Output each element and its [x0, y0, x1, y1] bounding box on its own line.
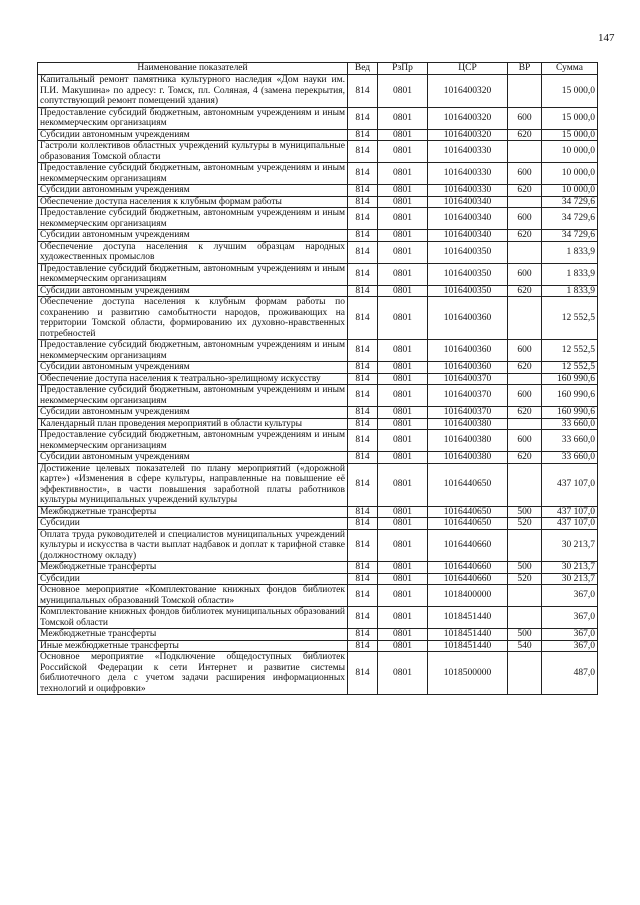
- row-csr-cell: 1016400350: [428, 285, 508, 297]
- row-vr-cell: 500: [508, 506, 542, 518]
- table-row: [38, 652, 598, 695]
- row-csr-cell: 1018400000: [428, 585, 508, 607]
- row-sum-cell: 367,0: [542, 607, 598, 629]
- table-row: [38, 430, 598, 452]
- row-rzpr-cell: 0801: [378, 629, 428, 641]
- row-vr-cell: 620: [508, 452, 542, 464]
- row-csr-cell: 1016400320: [428, 107, 508, 129]
- table-row: [38, 607, 598, 629]
- row-rzpr-cell: 0801: [378, 506, 428, 518]
- row-sum-cell: 34 729,6: [542, 230, 598, 242]
- row-sum-cell: 160 990,6: [542, 373, 598, 385]
- row-name-cell: Предоставление субсидий бюджетным, автономным учреждениям и иным некоммерческим организациям: [38, 385, 348, 407]
- row-csr-cell: 1016400320: [428, 75, 508, 108]
- row-vr-cell: 600: [508, 385, 542, 407]
- row-csr-cell: 1016400340: [428, 208, 508, 230]
- table-row: [38, 640, 598, 652]
- row-ved-cell: 814: [348, 107, 378, 129]
- row-name-cell: Обеспечение доступа населения к клубным формам работы по сохранению и развитию самобытности народов, проживающих на территории Томской области, формированию их духовно-нравственных потребностей: [38, 297, 348, 340]
- row-name-cell: Субсидии автономным учреждениям: [38, 185, 348, 197]
- row-vr-cell: 540: [508, 640, 542, 652]
- table-row: [38, 241, 598, 263]
- table-row: [38, 196, 598, 208]
- row-rzpr-cell: 0801: [378, 407, 428, 419]
- row-name-cell: Предоставление субсидий бюджетным, автономным учреждениям и иным некоммерческим организациям: [38, 263, 348, 285]
- row-name-cell: Субсидии: [38, 573, 348, 585]
- row-rzpr-cell: 0801: [378, 385, 428, 407]
- row-ved-cell: 814: [348, 652, 378, 695]
- table-row: [38, 373, 598, 385]
- table-row: [38, 208, 598, 230]
- row-sum-cell: 15 000,0: [542, 75, 598, 108]
- row-rzpr-cell: 0801: [378, 562, 428, 574]
- row-csr-cell: 1018451440: [428, 607, 508, 629]
- row-vr-cell: 620: [508, 230, 542, 242]
- row-vr-cell: [508, 529, 542, 562]
- row-csr-cell: 1018451440: [428, 640, 508, 652]
- row-vr-cell: [508, 75, 542, 108]
- row-sum-cell: 1 833,9: [542, 285, 598, 297]
- row-rzpr-cell: 0801: [378, 373, 428, 385]
- table-row: [38, 141, 598, 163]
- row-csr-cell: 1016400370: [428, 385, 508, 407]
- row-csr-cell: 1016400340: [428, 196, 508, 208]
- row-vr-cell: 520: [508, 518, 542, 530]
- row-name-cell: Субсидии: [38, 518, 348, 530]
- row-name-cell: Предоставление субсидий бюджетным, автономным учреждениям и иным некоммерческим организациям: [38, 340, 348, 362]
- row-csr-cell: 1016400320: [428, 129, 508, 141]
- row-sum-cell: 1 833,9: [542, 263, 598, 285]
- row-ved-cell: 814: [348, 285, 378, 297]
- row-rzpr-cell: 0801: [378, 340, 428, 362]
- row-name-cell: Комплектование книжных фондов библиотек муниципальных образований Томской области: [38, 607, 348, 629]
- table-row: [38, 263, 598, 285]
- row-ved-cell: 814: [348, 208, 378, 230]
- row-sum-cell: 437 107,0: [542, 506, 598, 518]
- row-sum-cell: 367,0: [542, 629, 598, 641]
- row-ved-cell: 814: [348, 385, 378, 407]
- row-csr-cell: 1016400350: [428, 241, 508, 263]
- row-sum-cell: 33 660,0: [542, 452, 598, 464]
- table-row: [38, 362, 598, 374]
- table-row: [38, 506, 598, 518]
- row-sum-cell: 10 000,0: [542, 185, 598, 197]
- row-ved-cell: 814: [348, 230, 378, 242]
- table-row: [38, 230, 598, 242]
- row-rzpr-cell: 0801: [378, 263, 428, 285]
- row-vr-cell: 600: [508, 163, 542, 185]
- row-csr-cell: 1018500000: [428, 652, 508, 695]
- row-rzpr-cell: 0801: [378, 230, 428, 242]
- row-rzpr-cell: 0801: [378, 285, 428, 297]
- row-vr-cell: 600: [508, 208, 542, 230]
- row-ved-cell: 814: [348, 430, 378, 452]
- row-rzpr-cell: 0801: [378, 196, 428, 208]
- row-name-cell: Межбюджетные трансферты: [38, 506, 348, 518]
- row-ved-cell: 814: [348, 241, 378, 263]
- row-vr-cell: 620: [508, 285, 542, 297]
- row-rzpr-cell: 0801: [378, 208, 428, 230]
- row-sum-cell: 30 213,7: [542, 562, 598, 574]
- row-csr-cell: 1016400360: [428, 340, 508, 362]
- row-rzpr-cell: 0801: [378, 518, 428, 530]
- row-ved-cell: 814: [348, 573, 378, 585]
- row-name-cell: Календарный план проведения мероприятий в области культуры: [38, 418, 348, 430]
- row-ved-cell: 814: [348, 585, 378, 607]
- row-sum-cell: 30 213,7: [542, 529, 598, 562]
- row-csr-cell: 1016400380: [428, 430, 508, 452]
- row-csr-cell: 1016400330: [428, 185, 508, 197]
- row-rzpr-cell: 0801: [378, 463, 428, 506]
- header-vr: ВР: [508, 63, 542, 75]
- row-ved-cell: 814: [348, 141, 378, 163]
- table-header-row: [38, 63, 598, 75]
- row-ved-cell: 814: [348, 418, 378, 430]
- row-rzpr-cell: 0801: [378, 452, 428, 464]
- header-ved: Вед: [348, 63, 378, 75]
- row-csr-cell: 1016440660: [428, 529, 508, 562]
- row-ved-cell: 814: [348, 640, 378, 652]
- row-name-cell: Гастроли коллективов областных учреждений культуры в муниципальные образования Томской области: [38, 141, 348, 163]
- row-vr-cell: 620: [508, 129, 542, 141]
- row-name-cell: Предоставление субсидий бюджетным, автономным учреждениям и иным некоммерческим организациям: [38, 430, 348, 452]
- table-row: [38, 585, 598, 607]
- row-rzpr-cell: 0801: [378, 652, 428, 695]
- row-csr-cell: 1016440650: [428, 518, 508, 530]
- table-row: [38, 129, 598, 141]
- row-ved-cell: 814: [348, 297, 378, 340]
- row-name-cell: Субсидии автономным учреждениям: [38, 129, 348, 141]
- row-csr-cell: 1016400370: [428, 407, 508, 419]
- row-sum-cell: 15 000,0: [542, 107, 598, 129]
- row-sum-cell: 34 729,6: [542, 196, 598, 208]
- row-vr-cell: [508, 297, 542, 340]
- row-ved-cell: 814: [348, 506, 378, 518]
- row-rzpr-cell: 0801: [378, 75, 428, 108]
- table-row: [38, 562, 598, 574]
- row-csr-cell: 1016400330: [428, 141, 508, 163]
- row-rzpr-cell: 0801: [378, 241, 428, 263]
- table-row: [38, 463, 598, 506]
- row-name-cell: Основное мероприятие «Подключение общедоступных библиотек Российской Федерации к сети Интернет и развитие системы библиотечного дела с учетом задачи расширения информационных технологий и оцифровки»: [38, 652, 348, 695]
- row-csr-cell: 1016400380: [428, 418, 508, 430]
- row-vr-cell: [508, 241, 542, 263]
- header-name: Наименование показателей: [38, 63, 348, 75]
- row-name-cell: Обеспечение доступа населения к лучшим образцам народных художественных промыслов: [38, 241, 348, 263]
- row-rzpr-cell: 0801: [378, 362, 428, 374]
- row-sum-cell: 487,0: [542, 652, 598, 695]
- budget-table: [37, 62, 598, 695]
- row-sum-cell: 1 833,9: [542, 241, 598, 263]
- row-ved-cell: 814: [348, 463, 378, 506]
- table-row: [38, 629, 598, 641]
- row-name-cell: Предоставление субсидий бюджетным, автономным учреждениям и иным некоммерческим организациям: [38, 107, 348, 129]
- table-row: [38, 107, 598, 129]
- row-ved-cell: 814: [348, 163, 378, 185]
- row-ved-cell: 814: [348, 362, 378, 374]
- row-sum-cell: 10 000,0: [542, 163, 598, 185]
- table-row: [38, 418, 598, 430]
- row-ved-cell: 814: [348, 373, 378, 385]
- row-name-cell: Основное мероприятие «Комплектование книжных фондов библиотек муниципальных образований Томской области»: [38, 585, 348, 607]
- row-name-cell: Обеспечение доступа населения к клубным формам работы: [38, 196, 348, 208]
- row-ved-cell: 814: [348, 518, 378, 530]
- row-csr-cell: 1016400370: [428, 373, 508, 385]
- table-row: [38, 285, 598, 297]
- row-vr-cell: [508, 585, 542, 607]
- row-name-cell: Предоставление субсидий бюджетным, автономным учреждениям и иным некоммерческим организациям: [38, 163, 348, 185]
- row-name-cell: Предоставление субсидий бюджетным, автономным учреждениям и иным некоммерческим организациям: [38, 208, 348, 230]
- row-name-cell: Субсидии автономным учреждениям: [38, 285, 348, 297]
- row-vr-cell: [508, 463, 542, 506]
- row-sum-cell: 34 729,6: [542, 208, 598, 230]
- table-row: [38, 75, 598, 108]
- row-csr-cell: 1018451440: [428, 629, 508, 641]
- row-csr-cell: 1016440660: [428, 562, 508, 574]
- row-rzpr-cell: 0801: [378, 297, 428, 340]
- row-ved-cell: 814: [348, 263, 378, 285]
- row-vr-cell: 620: [508, 362, 542, 374]
- row-ved-cell: 814: [348, 185, 378, 197]
- table-row: [38, 518, 598, 530]
- row-sum-cell: 12 552,5: [542, 297, 598, 340]
- row-ved-cell: 814: [348, 629, 378, 641]
- row-sum-cell: 160 990,6: [542, 407, 598, 419]
- row-ved-cell: 814: [348, 562, 378, 574]
- row-sum-cell: 367,0: [542, 585, 598, 607]
- row-vr-cell: [508, 418, 542, 430]
- row-rzpr-cell: 0801: [378, 430, 428, 452]
- row-rzpr-cell: 0801: [378, 129, 428, 141]
- row-rzpr-cell: 0801: [378, 573, 428, 585]
- header-rzpr: РзПр: [378, 63, 428, 75]
- row-name-cell: Оплата труда руководителей и специалистов муниципальных учреждений культуры и искусства в части выплат надбавок и доплат к тарифной ставке (должностному окладу): [38, 529, 348, 562]
- table-row: [38, 385, 598, 407]
- table-row: [38, 573, 598, 585]
- table-row: [38, 529, 598, 562]
- row-csr-cell: 1016400380: [428, 452, 508, 464]
- row-sum-cell: 367,0: [542, 640, 598, 652]
- row-vr-cell: 500: [508, 562, 542, 574]
- row-sum-cell: 33 660,0: [542, 418, 598, 430]
- row-csr-cell: 1016400360: [428, 297, 508, 340]
- row-name-cell: Капитальный ремонт памятника культурного наследия «Дом науки им. П.И. Макушина» по адресу: г. Томск, пл. Соляная, 4 (замена перекрытия, сопутствующий ремонт помещений здания): [38, 75, 348, 108]
- row-csr-cell: 1016440650: [428, 463, 508, 506]
- row-csr-cell: 1016400340: [428, 230, 508, 242]
- row-vr-cell: [508, 373, 542, 385]
- row-ved-cell: 814: [348, 607, 378, 629]
- table-row: [38, 340, 598, 362]
- row-rzpr-cell: 0801: [378, 163, 428, 185]
- row-sum-cell: 12 552,5: [542, 340, 598, 362]
- table-row: [38, 163, 598, 185]
- row-sum-cell: 12 552,5: [542, 362, 598, 374]
- row-ved-cell: 814: [348, 452, 378, 464]
- row-rzpr-cell: 0801: [378, 418, 428, 430]
- row-csr-cell: 1016440650: [428, 506, 508, 518]
- row-vr-cell: 500: [508, 629, 542, 641]
- row-csr-cell: 1016400360: [428, 362, 508, 374]
- row-vr-cell: 520: [508, 573, 542, 585]
- row-name-cell: Межбюджетные трансферты: [38, 562, 348, 574]
- row-vr-cell: [508, 141, 542, 163]
- table-row: [38, 452, 598, 464]
- row-rzpr-cell: 0801: [378, 640, 428, 652]
- row-rzpr-cell: 0801: [378, 607, 428, 629]
- row-ved-cell: 814: [348, 129, 378, 141]
- row-vr-cell: [508, 652, 542, 695]
- row-sum-cell: 160 990,6: [542, 385, 598, 407]
- row-ved-cell: 814: [348, 196, 378, 208]
- row-name-cell: Достижение целевых показателей по плану мероприятий («дорожной карте») «Изменения в сфере культуры, направленные на повышение её эффективности», в части повышения заработной платы работников культуры муниципальных учреждений культуры: [38, 463, 348, 506]
- header-sum: Сумма: [542, 63, 598, 75]
- row-vr-cell: 620: [508, 407, 542, 419]
- row-rzpr-cell: 0801: [378, 185, 428, 197]
- row-name-cell: Иные межбюджетные трансферты: [38, 640, 348, 652]
- page-number: 147: [598, 32, 615, 44]
- row-sum-cell: 15 000,0: [542, 129, 598, 141]
- row-sum-cell: 10 000,0: [542, 141, 598, 163]
- row-vr-cell: 600: [508, 263, 542, 285]
- row-sum-cell: 30 213,7: [542, 573, 598, 585]
- row-sum-cell: 437 107,0: [542, 463, 598, 506]
- header-csr: ЦСР: [428, 63, 508, 75]
- row-name-cell: Субсидии автономным учреждениям: [38, 407, 348, 419]
- row-vr-cell: [508, 196, 542, 208]
- table-body: [38, 75, 598, 695]
- row-csr-cell: 1016400350: [428, 263, 508, 285]
- table-row: [38, 185, 598, 197]
- row-ved-cell: 814: [348, 340, 378, 362]
- row-vr-cell: 620: [508, 185, 542, 197]
- row-vr-cell: 600: [508, 107, 542, 129]
- row-sum-cell: 437 107,0: [542, 518, 598, 530]
- row-name-cell: Межбюджетные трансферты: [38, 629, 348, 641]
- row-rzpr-cell: 0801: [378, 107, 428, 129]
- row-rzpr-cell: 0801: [378, 585, 428, 607]
- row-name-cell: Субсидии автономным учреждениям: [38, 362, 348, 374]
- row-name-cell: Субсидии автономным учреждениям: [38, 230, 348, 242]
- row-ved-cell: 814: [348, 529, 378, 562]
- row-rzpr-cell: 0801: [378, 529, 428, 562]
- row-vr-cell: 600: [508, 340, 542, 362]
- row-vr-cell: 600: [508, 430, 542, 452]
- row-csr-cell: 1016440660: [428, 573, 508, 585]
- row-name-cell: Субсидии автономным учреждениям: [38, 452, 348, 464]
- row-csr-cell: 1016400330: [428, 163, 508, 185]
- row-rzpr-cell: 0801: [378, 141, 428, 163]
- table-row: [38, 297, 598, 340]
- row-name-cell: Обеспечение доступа населения к театрально-зрелищному искусству: [38, 373, 348, 385]
- row-sum-cell: 33 660,0: [542, 430, 598, 452]
- row-ved-cell: 814: [348, 75, 378, 108]
- row-ved-cell: 814: [348, 407, 378, 419]
- table-row: [38, 407, 598, 419]
- row-vr-cell: [508, 607, 542, 629]
